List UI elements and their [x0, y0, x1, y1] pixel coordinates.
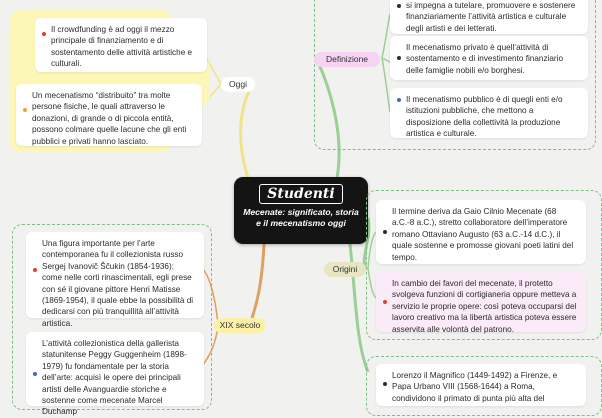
central-topic-title: Mecenate: significato, storia e il mecenatismo oggi — [243, 207, 359, 228]
card-text: Un mecenatismo “distribuito” tra molte persone fisiche, le quali attraverso le donazioni, di grande o di piccola entità, possono colmare quelle lacune che gli enti pubblici e privati hanno lasciato. — [32, 91, 187, 146]
oggi-card-1[interactable] — [35, 18, 207, 72]
branch-label-oggi[interactable]: Oggi — [221, 77, 255, 92]
bullet-dot-icon — [383, 300, 387, 304]
card-text: In cambio dei favori del mecenate, il protetto svolgeva funzioni di cortigianeria oppure metteva a servizio le proprie opere: così poteva occuparsi del lavoro creativo ma la libertà artistica poteva essere asservita alle volontà del patrono. — [392, 279, 577, 334]
xix-card-1[interactable] — [26, 232, 204, 328]
bullet-dot-icon — [33, 268, 37, 272]
bullet-dot-icon — [397, 4, 401, 8]
definizione-card-3[interactable] — [390, 88, 588, 138]
bullet-dot-icon — [33, 372, 37, 376]
studenti-logo-icon: Studenti — [259, 184, 342, 204]
branch-label-xix-secolo[interactable]: XIX secolo — [214, 318, 266, 333]
card-text: Il termine deriva da Gaio Cilnio Mecenate (68 a.C.-8 a.C.), stretto collaboratore dell’imperatore romano Ottaviano Augusto (63 a.C.-14 d.C.), il quale sostenne e promosse giovani poeti latini del tempo. — [392, 207, 574, 262]
definizione-card-1[interactable] — [390, 0, 588, 34]
edge-center-oggi — [241, 85, 252, 178]
card-text: Il mecenatismo privato è quell’attività di sostentamento e di investimento finanziario delle famiglie nobili e/o borghesi. — [406, 43, 564, 75]
origini-card-1[interactable] — [376, 200, 586, 264]
card-text: L’attività collezionistica della gallerista statunitense Peggy Guggenheim (1898-1979) fu fondamentale per la storia dell’arte: acquisì le opere dei principali artisti delle Avanguardie storiche e sostenne come mecenate Marcel Duchamp — [42, 339, 187, 417]
card-text: Il mecenatismo pubblico è di quegli enti e/o istituzioni pubbliche, che mettono a disposizione della collettività la produzione artistica e culturale. — [406, 95, 563, 139]
card-text: si impegna a tutelare, promuovere e sostenere finanziariamente l’attività artistica e culturale degli artisti e dei letterati. — [406, 1, 576, 33]
bullet-dot-icon — [383, 382, 387, 386]
card-text: Una figura importante per l’arte contemporanea fu il collezionista russo Sergej Ivanovič Ščukin (1854-1936): come nelle corti rinascimentali, egli prese con sé il giovane pittore Henri Matisse (1869-1954), il quale ebbe la possibilità di dedicarsi con più tranquillità all’attività artistica. — [42, 239, 194, 328]
branch-label-origini[interactable]: Origini — [324, 262, 366, 277]
card-text: Il crowdfunding è ad oggi il mezzo principale di finanziamento e di sostentamento delle attività artistiche e culturali. — [51, 25, 193, 69]
bullet-dot-icon — [23, 108, 27, 112]
definizione-card-2[interactable] — [390, 36, 588, 80]
bullet-dot-icon — [397, 56, 401, 60]
bullet-dot-icon — [383, 230, 387, 234]
bullet-dot-icon — [42, 32, 46, 36]
origini-card-2[interactable] — [376, 272, 586, 332]
oggi-card-2[interactable] — [16, 84, 202, 146]
edge-center-xix — [252, 244, 264, 318]
branch-label-definizione[interactable]: Definizione — [314, 52, 380, 67]
bullet-dot-icon — [397, 98, 401, 102]
xix-card-2[interactable] — [26, 332, 204, 417]
card-text: Lorenzo il Magnifico (1449-1492) a Firenze, e Papa Urbano VIII (1568-1644) a Roma, condividono il primato di punta più alta del — [392, 371, 558, 403]
rinascimento-card-1[interactable] — [376, 364, 586, 406]
central-topic[interactable] — [234, 177, 368, 244]
